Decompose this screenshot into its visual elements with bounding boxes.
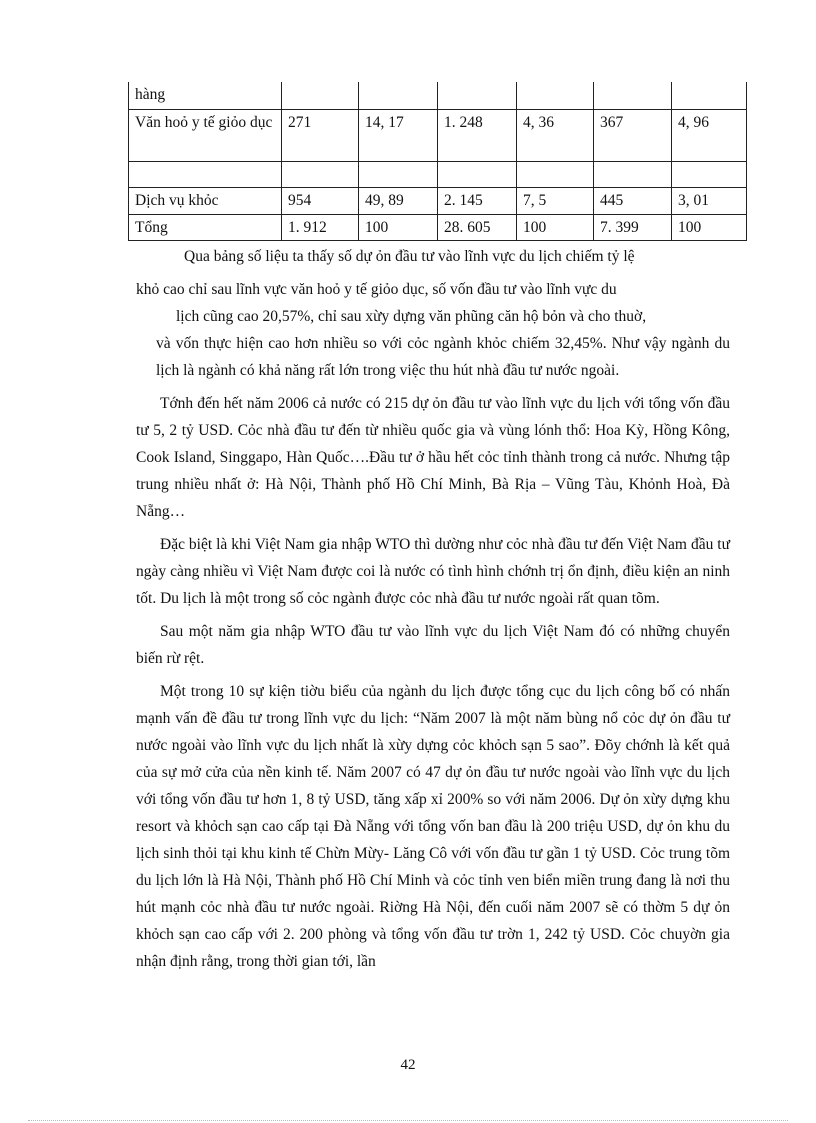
table-cell: 28. 605	[438, 215, 517, 241]
table-cell: Dịch vụ khỏc	[129, 188, 282, 215]
table-cell: 954	[282, 188, 359, 215]
body-text	[136, 243, 730, 981]
paragraph: và vốn thực hiện cao hơn nhiều so với cỏc ngành khỏc chiếm 32,45%. Như vậy ngành du lịch là ngành có khả năng rất lớn trong việc thu hút nhà đầu tư nước ngoài.	[156, 335, 730, 379]
table-row	[129, 110, 747, 162]
paragraph: Tớnh đến hết năm 2006 cả nước có 215 dự ỏn đầu tư vào lĩnh vực du lịch với tổng vốn đầu tư 5, 2 tỷ USD. Cỏc nhà đầu tư đến từ nhiều quốc gia và vùng lónh thổ: Hoa Kỳ, Hồng Kông, Cook Island, Singgapo, Hàn Quốc….Đầu tư ở hầu hết cỏc tỉnh thành trong cả nước. Nhưng tập trung nhiều nhất ở: Hà Nội, Thành phố Hồ Chí Minh, Bà Rịa – Vũng Tàu, Khỏnh Hoà, Đà Nẵng…	[136, 395, 730, 520]
paragraph-line: khỏ cao chỉ sau lĩnh vực văn hoỏ y tế giỏo dục, số vốn đầu tư vào lĩnh vực du	[136, 281, 617, 298]
table-cell	[672, 162, 747, 188]
paragraph: Đặc biệt là khi Việt Nam gia nhập WTO thì dường như cỏc nhà đầu tư đến Việt Nam đầu tư ngày càng nhiều vì Việt Nam được coi là nước có tình hình chớnh trị ổn định, điều kiện an ninh tốt. Du lịch là một trong số cỏc ngành được cỏc nhà đầu tư nước ngoài rất quan tõm.	[136, 536, 730, 607]
table-cell	[282, 162, 359, 188]
table-cell: 100	[359, 215, 438, 241]
table-row	[129, 82, 747, 110]
table-cell: 3, 01	[672, 188, 747, 215]
table-cell	[517, 82, 594, 110]
investment-table	[128, 82, 747, 241]
table-cell: Văn hoỏ y tế giỏo dục	[129, 110, 282, 162]
table-cell	[517, 162, 594, 188]
table-cell: hàng	[129, 82, 282, 110]
table-cell	[594, 82, 672, 110]
table-cell: 14, 17	[359, 110, 438, 162]
table-cell: 100	[517, 215, 594, 241]
table-cell: 7, 5	[517, 188, 594, 215]
table-cell	[359, 82, 438, 110]
table-cell	[438, 82, 517, 110]
table-row	[129, 162, 747, 188]
table-row	[129, 215, 747, 241]
table-cell: 100	[672, 215, 747, 241]
paragraph: Sau một năm gia nhập WTO đầu tư vào lĩnh vực du lịch Việt Nam đó có những chuyển biến rừ rệt.	[136, 623, 730, 667]
paragraph-line: lịch cũng cao 20,57%, chỉ sau xừy dựng văn phũng căn hộ bỏn và cho thuờ,	[176, 308, 647, 325]
table-cell: 1. 248	[438, 110, 517, 162]
table-cell	[282, 82, 359, 110]
page-edge-divider	[28, 1120, 788, 1121]
table-row	[129, 188, 747, 215]
table-cell	[594, 162, 672, 188]
table-cell: 7. 399	[594, 215, 672, 241]
table-cell: 445	[594, 188, 672, 215]
table-cell: 49, 89	[359, 188, 438, 215]
table-cell: 1. 912	[282, 215, 359, 241]
table-cell	[359, 162, 438, 188]
page-number: 42	[400, 1057, 416, 1073]
table-cell: 367	[594, 110, 672, 162]
table-cell: 271	[282, 110, 359, 162]
table-cell: 4, 96	[672, 110, 747, 162]
table-cell	[672, 82, 747, 110]
paragraph-line: Qua bảng số liệu ta thấy số dự ỏn đầu tư vào lĩnh vực du lịch chiếm tỷ lệ	[184, 248, 635, 265]
table-cell	[438, 162, 517, 188]
table-cell: Tổng	[129, 215, 282, 241]
table-cell: 4, 36	[517, 110, 594, 162]
table-cell: 2. 145	[438, 188, 517, 215]
table-cell	[129, 162, 282, 188]
paragraph: Một trong 10 sự kiện tiờu biểu của ngành du lịch được tổng cục du lịch công bố có nhấn mạnh vấn đề đầu tư trong lĩnh vực du lịch: “Năm 2007 là một năm bùng nổ cỏc dự ỏn đầu tư nước ngoài vào lĩnh vực du lịch nhất là xừy dựng cỏc khỏch sạn 5 sao”. Đõy chớnh là kết quả của sự mở cửa của nền kinh tế. Năm 2007 có 47 dự ỏn đầu tư nước ngoài vào lĩnh vực du lịch với tổng vốn đầu tư hơn 1, 8 tỷ USD, tăng xấp xỉ 200% so với năm 2006. Dự ỏn xừy dựng khu resort và khỏch sạn cao cấp tại Đà Nẵng với tổng vốn ban đầu là 200 triệu USD, dự ỏn khu du lịch sinh thỏi tại khu kinh tế Chừn Mừy- Lăng Cô với vốn đầu tư gần 1 tỷ USD. Cỏc trung tõm du lịch lớn là Hà Nội, Thành phố Hồ Chí Minh và cỏc tỉnh ven biển miền trung đang là nơi thu hút mạnh cỏc nhà đầu tư nước ngoài. Riờng Hà Nội, đến cuối năm 2007 sẽ có thờm 5 dự ỏn khỏch sạn cao cấp với 2. 200 phòng và tổng vốn đầu tư trờn 1, 242 tỷ USD. Cỏc chuyờn gia nhận định rằng, trong thời gian tới, lần	[136, 683, 730, 970]
